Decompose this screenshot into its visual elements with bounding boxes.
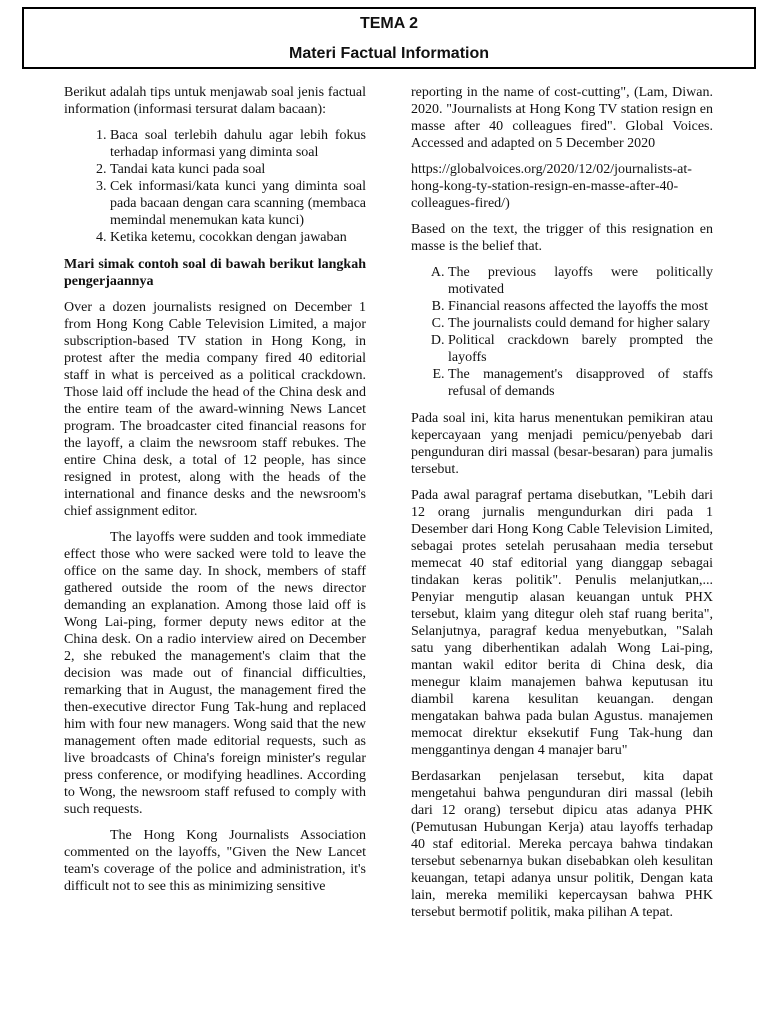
tip-item: 4. Ketika ketemu, cocokkan dengan jawaban — [110, 229, 366, 246]
material-title: Materi Factual Information — [288, 45, 490, 62]
question-text: Based on the text, the trigger of this resignation en masse is the belief that. — [411, 222, 713, 254]
source-url: https://globalvoices.org/2020/12/02/journalists-at-hong-kong-ty-station-resign-en-masse-after-40-colleagues-fired/) — [411, 162, 692, 211]
option-d: D. Political crackdown barely prompted the layoffs — [448, 332, 713, 366]
explanation-paragraph-2: Pada awal paragraf pertama disebutkan, "Lebih dari 12 orang jurnalis mengundurkan diri pada 1 Desember dari Hong Kong Cable Television Limited, sebagai protes setelah perusahaan media tersebut memecat 40 staf editorial yang dianggap sebagai tindakan keras politik". Penulis melanjutkan,... Penyiar mengutip alasan keuangan untuk PHX tersebut, klaim yang ditegur oleh staf ruang berita", Selanjutnya, paragraf kedua menyebutkan, "Salah satu yang diberhentikan adalah Wong Lai-ping, mantan wakil editor berita di China desk, dia menegur klaim manajemen bahwa keputusan itu diambil karena kesulitan keuangan. dengan mengatakan bahwa pada bulan Agustus. manajemen memocat direktur eksekutif Fung Tak-hung dan menggantinya dengan 4 manajer baru" — [411, 488, 713, 758]
passage-paragraph-1: Over a dozen journalists resigned on December 1 from Hong Kong Cable Television Limited, a major subscription-based TV station in Hong Kong, in protest after the media company fired 40 editorial staff in what is perceived as a political crackdown. Those laid off include the head of the China desk and the entire team of the award-winning News Lancet program. The broadcaster cited financial reasons for the layoff, a claim the newsroom staff rebukes. The entire China desk, a total of 12 people, has since resigned in protest, along with the heads of the international and finance desks and the newsroom's chief assignment editor. — [64, 300, 366, 519]
option-e: E. The management's disapproved of staffs refusal of demands — [448, 366, 713, 400]
option-b: B. Financial reasons affected the layoffs the most — [448, 298, 713, 315]
intro-paragraph: Berikut adalah tips untuk menjawab soal jenis factual information (informasi tersurat dalam bacaan): — [64, 85, 366, 117]
explanation-paragraph-1: Pada soal ini, kita harus menentukan pemikiran atau kepercayaan yang menjadi pemicu/penyebab dari pengunduran diri massal (besar-besaran) para jumalis tersebut. — [411, 411, 713, 477]
passage-paragraph-3: The Hong Kong Journalists Association commented on the layoffs, "Given the New Lancet team's coverage of the police and administration, it's difficult not to see this as minimizing sensitive — [64, 828, 366, 894]
tip-item: 2. Tandai kata kunci pada soal — [110, 161, 366, 178]
explanation-paragraph-3: Berdasarkan penjelasan tersebut, kita dapat mengetahui bahwa pengunduran diri massal (lebih dari 12 orang) tersebut dipicu atas adanya PHK (Pemutusan Hubungan Kerja) atau layoffs terhadap 40 staf editorial. Mereka percaya bahwa tindakan tersebut sebenarnya bukan disebabkan oleh kesulitan keuangan, tetapi adanya unsur politik, Dengan kata lain, mereka memiliki kepercaysan bahwa PHK tersebut bermotif politik, maka pilihan A tepat. — [411, 769, 713, 920]
passage-paragraph-2: The layoffs were sudden and took immediate effect those who were sacked were told to leave the office on the same day. In shock, members of staff gathered outside the room of the news director demanding an explanation. Among those laid off is Wong Lai-ping, former deputy news editor at the China desk. On a radio interview aired on December 2, she rebuked the management's claim that the decision was made out of financial difficulties, remarking that in August, the management fired the then-executive director Fung Tak-hung and replaced him with four new managers. Wong said that the new management often made editorial requests, such as live broadcasts of China's foreign minister's regular press conference, or modifying headlines. According to Wong, the newsroom staff refused to comply with such requests. — [64, 530, 366, 817]
right-column — [411, 84, 713, 930]
passage-continuation: reporting in the name of cost-cutting", (Lam, Diwan. 2020. "Journalists at Hong Kong TV station resign en masse after 40 colleagues fired". Global Voices. Accessed and adapted on 5 December 2020 — [411, 85, 713, 151]
tips-list — [64, 127, 366, 246]
topic-title: TEMA 2 — [359, 15, 419, 32]
example-heading: Mari simak contoh soal di bawah berikut langkah pengerjaannya — [64, 257, 366, 289]
tip-item: 3. Cek informasi/kata kunci yang diminta soal pada bacaan dengan cara scanning (membaca memindal menemukan kata kunci) — [110, 178, 366, 229]
tip-item: 1. Baca soal terlebih dahulu agar lebih fokus terhadap informasi yang diminta soal — [110, 127, 366, 161]
option-a: A. The previous layoffs were politically motivated — [448, 264, 713, 298]
title-box — [22, 7, 756, 69]
answer-options — [411, 264, 713, 400]
option-c: C. The journalists could demand for higher salary — [448, 315, 713, 332]
left-column — [64, 84, 366, 904]
